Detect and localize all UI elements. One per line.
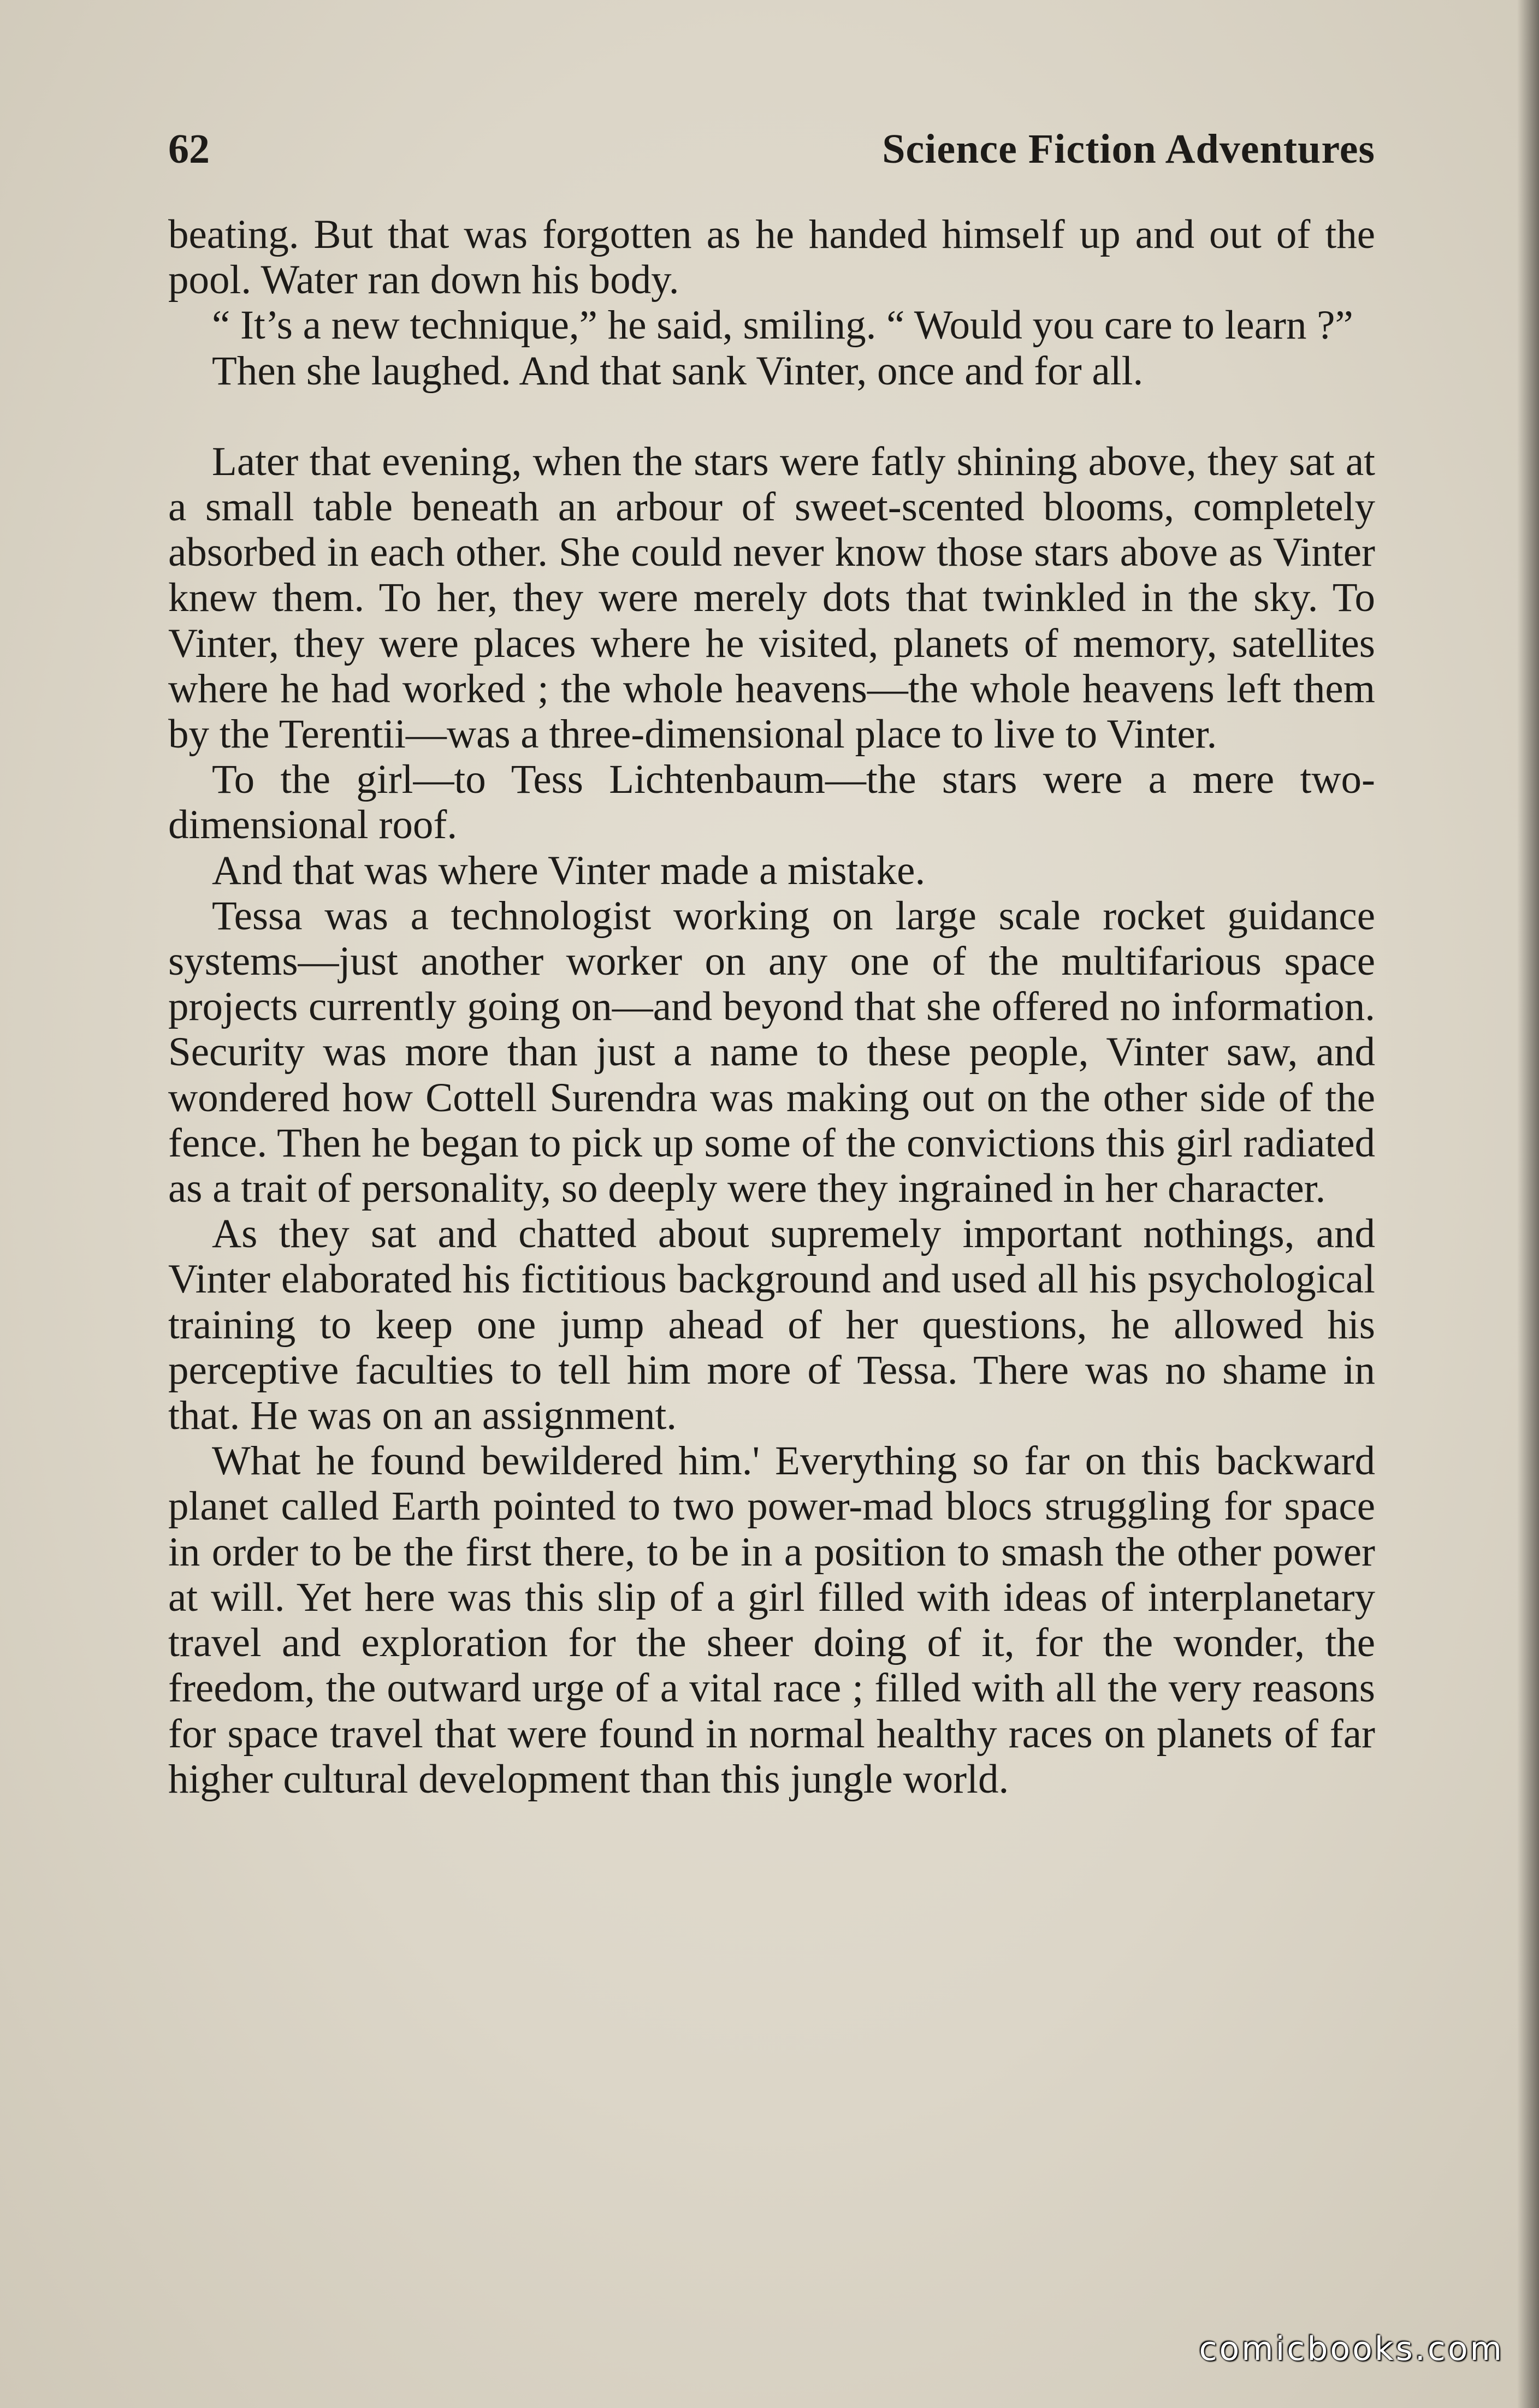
page-header — [168, 119, 1375, 179]
body-text — [168, 212, 1375, 1802]
page-edge-shadow — [1517, 0, 1539, 2408]
paragraph: And that was where Vinter made a mistake. — [212, 847, 926, 893]
paragraph: beating. But that was forgotten as he handed himself up and out of the pool. Water ran down his body. — [168, 212, 1375, 303]
page-number: 62 — [168, 126, 210, 172]
paragraph: Tessa was a technologist working on large scale rocket guidance systems—just another worker on any one of the multifarious space projects currently going on—and beyond that she offered no information. Security was more than just a name to these people, Vinter saw, and wondered how Cottell Surendra was making out on the other side of the fence. Then he began to pick up some of the convictions this girl radiated as a trait of personality, so deeply were they ingrained in her character. — [168, 893, 1375, 1212]
paragraph: What he found bewildered him.' Everything so far on this backward planet called Earth pointed to two power-mad blocs struggling for space in order to be the first there, to be in a position to smash the other power at will. Yet here was this slip of a girl filled with ideas of interplanetary travel and exploration for the sheer doing of it, for the wonder, the freedom, the outward urge of a vital race ; filled with all the very reasons for space travel that were found in normal healthy races on planets of far higher cultural development than this jungle world. — [168, 1438, 1375, 1802]
paragraph: To the girl—to Tess Lichtenbaum—the stars were a mere two-dimensional roof. — [168, 757, 1375, 848]
running-title: Science Fiction Adventures — [882, 126, 1375, 172]
watermark: comicbooks.com — [1199, 2330, 1504, 2368]
paragraph: “ It’s a new technique,” he said, smiling. “ Would you care to learn ?” — [212, 303, 1353, 348]
paragraph: Later that evening, when the stars were fatly shining above, they sat at a small table beneath an arbour of sweet-scented blooms, completely absorbed in each other. She could never know those stars above as Vinter knew them. To her, they were merely dots that twinkled in the sky. To Vinter, they were places where he visited, planets of memory, satellites where he had worked ; the whole heavens—the whole heavens left them by the Terentii—was a three-dimensional place to live to Vinter. — [168, 438, 1375, 757]
paragraph: Then she laughed. And that sank Vinter, once and for all. — [212, 348, 1144, 394]
paragraph: As they sat and chatted about supremely important nothings, and Vinter elaborated his fictitious background and used all his psychological training to keep one jump ahead of her questions, he allowed his perceptive faculties to tell him more of Tessa. There was no shame in that. He was on an assignment. — [168, 1211, 1375, 1439]
